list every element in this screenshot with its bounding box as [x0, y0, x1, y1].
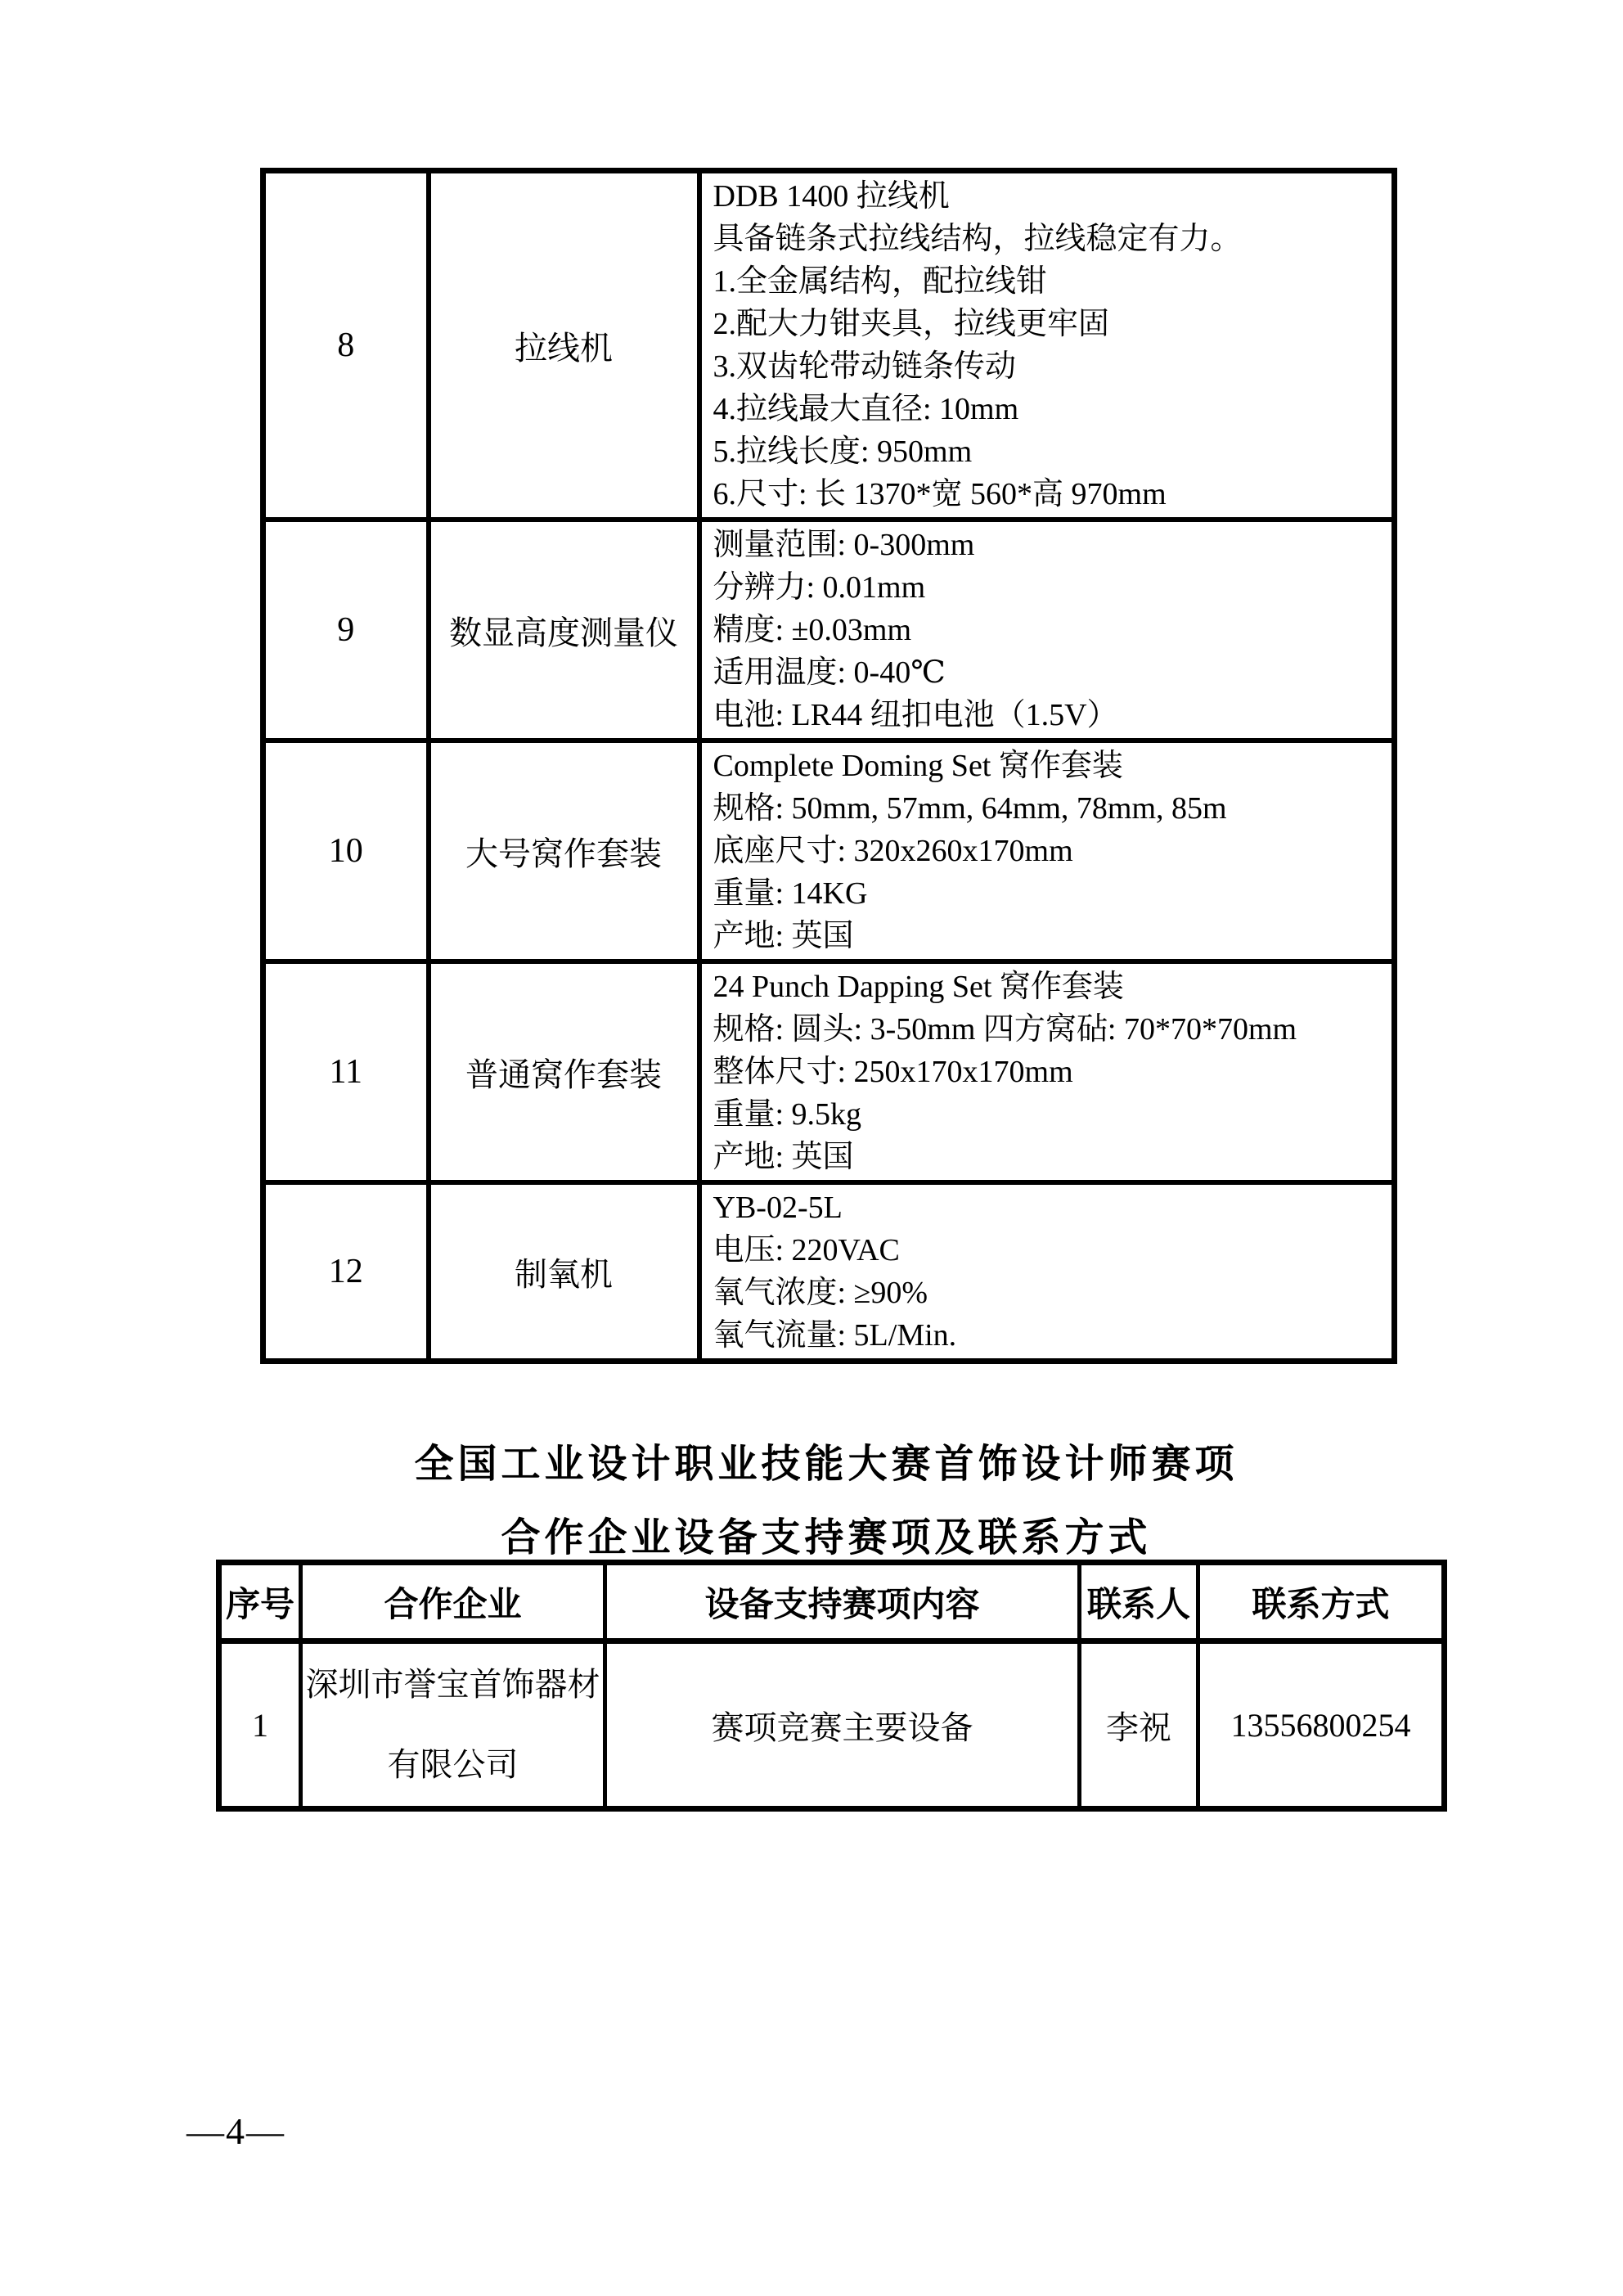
equip-row-8	[263, 171, 1395, 520]
spec-line: 重量: 14KG	[713, 876, 868, 911]
partner-phone: 13556800254	[1198, 1641, 1445, 1809]
spec-line: 重量: 9.5kg	[713, 1097, 862, 1132]
equip-specs	[699, 741, 1395, 961]
partner-contact-table	[216, 1560, 1447, 1812]
equip-name: 制氧机	[429, 1182, 699, 1362]
spec-line: 3.双齿轮带动链条传动	[713, 349, 1017, 384]
spec-line: 6.尺寸: 长 1370*宽 560*高 970mm	[713, 477, 1167, 511]
spec-line: 产地: 英国	[713, 919, 854, 953]
company-name-line: 深圳市誉宝首饰器材	[305, 1666, 600, 1703]
partner-no: 1	[219, 1641, 301, 1809]
spec-line: 测量范围: 0-300mm	[713, 528, 975, 562]
spec-line: 4.拉线最大直径: 10mm	[713, 392, 1019, 426]
spec-line: 2.配大力钳夹具，拉线更牢固	[713, 307, 1110, 341]
spec-line: 分辨力: 0.01mm	[713, 570, 926, 605]
equip-specs	[699, 961, 1395, 1182]
header-phone: 联系方式	[1198, 1563, 1445, 1641]
equip-specs	[699, 1182, 1395, 1362]
equipment-spec-table	[260, 168, 1397, 1364]
spec-line: Complete Doming Set 窝作套装	[713, 749, 1123, 783]
equip-row-12	[263, 1182, 1395, 1362]
partner-support: 赛项竞赛主要设备	[605, 1641, 1080, 1809]
section-title-line1: 全国工业设计职业技能大赛首饰设计师赛项	[414, 1443, 1239, 1486]
spec-line: 适用温度: 0-40℃	[713, 655, 946, 690]
equip-row-10	[263, 741, 1395, 961]
company-name-line: 有限公司	[387, 1746, 519, 1783]
partner-data-row	[219, 1641, 1445, 1809]
section-title-line2: 合作企业设备支持赛项及联系方式	[501, 1516, 1152, 1560]
spec-line: 电压: 220VAC	[713, 1233, 900, 1267]
equip-specs	[699, 520, 1395, 741]
spec-line: 具备链条式拉线结构，拉线稳定有力。	[713, 222, 1242, 256]
spec-line: 规格: 圆头: 3-50mm 四方窝砧: 70*70*70mm	[713, 1012, 1297, 1047]
partner-company	[301, 1641, 605, 1809]
equip-no: 9	[263, 520, 429, 741]
spec-line: 1.全金属结构，配拉线钳	[713, 264, 1048, 299]
partner-contact: 李祝	[1080, 1641, 1198, 1809]
equip-no: 8	[263, 171, 429, 520]
page-number: —4—	[187, 2110, 285, 2152]
partner-header-row	[219, 1563, 1445, 1641]
spec-line: 规格: 50mm, 57mm, 64mm, 78mm, 85m	[713, 791, 1227, 826]
spec-line: 底座尺寸: 320x260x170mm	[713, 834, 1073, 868]
spec-line: 氧气流量: 5L/Min.	[713, 1318, 957, 1353]
spec-line: 整体尺寸: 250x170x170mm	[713, 1055, 1073, 1089]
spec-line: 精度: ±0.03mm	[713, 613, 912, 647]
header-contact: 联系人	[1080, 1563, 1198, 1641]
spec-line: DDB 1400 拉线机	[713, 179, 950, 214]
equip-specs	[699, 171, 1395, 520]
equip-no: 10	[263, 741, 429, 961]
spec-line: YB-02-5L	[713, 1191, 843, 1225]
header-company: 合作企业	[301, 1563, 605, 1641]
spec-line: 5.拉线长度: 950mm	[713, 434, 973, 469]
spec-line: 24 Punch Dapping Set 窝作套装	[713, 970, 1124, 1004]
equip-row-9	[263, 520, 1395, 741]
equip-name: 拉线机	[429, 171, 699, 520]
equip-no: 12	[263, 1182, 429, 1362]
spec-line: 氧气浓度: ≥90%	[713, 1276, 928, 1310]
spec-line: 产地: 英国	[713, 1140, 854, 1174]
equip-row-11	[263, 961, 1395, 1182]
spec-line: 电池: LR44 纽扣电池（1.5V）	[713, 698, 1118, 732]
equip-no: 11	[263, 961, 429, 1182]
equip-name: 数显高度测量仪	[429, 520, 699, 741]
equip-name: 普通窝作套装	[429, 961, 699, 1182]
equip-name: 大号窝作套装	[429, 741, 699, 961]
header-support: 设备支持赛项内容	[605, 1563, 1080, 1641]
header-no: 序号	[219, 1563, 301, 1641]
